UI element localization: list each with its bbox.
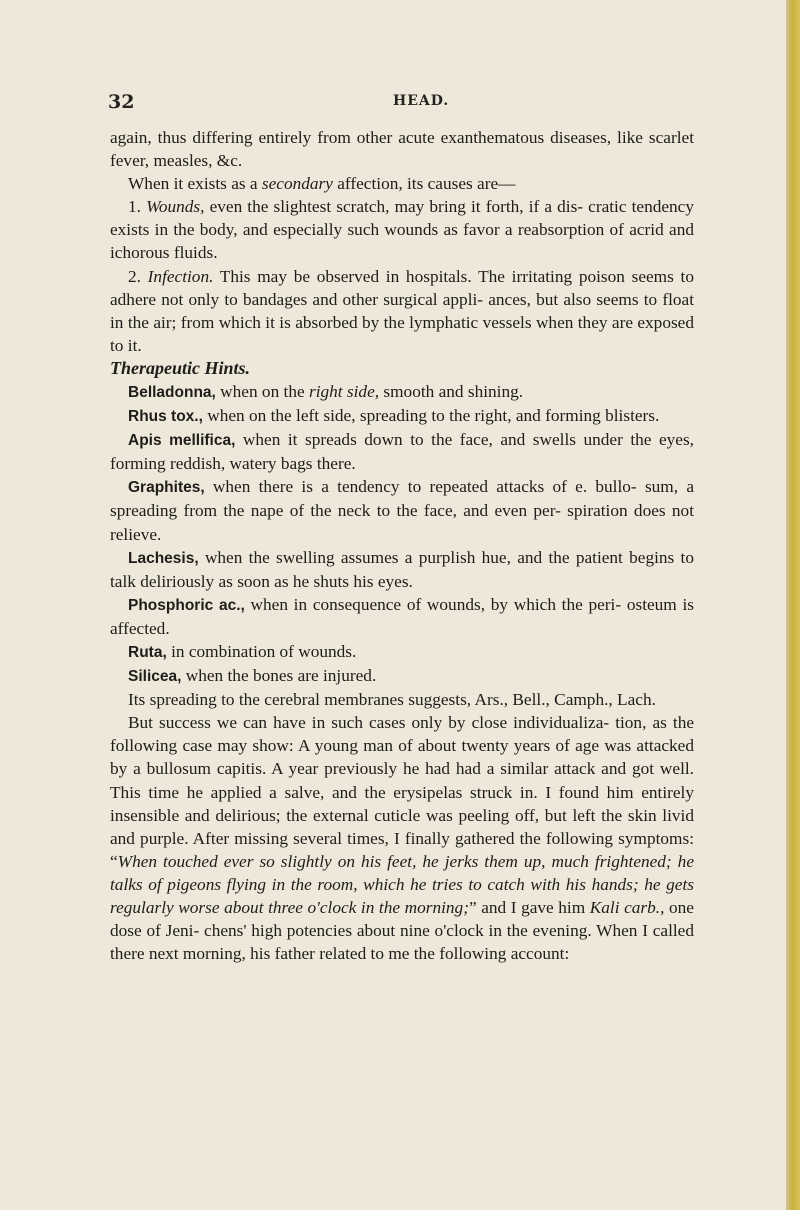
paragraph-text: When it exists as a (128, 174, 262, 194)
item-number: 1. (128, 197, 147, 217)
remedy-text: when on the (215, 381, 309, 401)
drug-name: Kali carb., (589, 898, 665, 917)
remedy-silicea (110, 664, 694, 688)
remedy-text: when there is a tendency to repeated attacks of e. bullo- sum, a spreading from the nape of the neck to the face, and even per- spiration does not relieve. (110, 477, 694, 544)
remedy-name: Lachesis, (128, 549, 199, 567)
remedy-name: Belladonna, (128, 383, 216, 401)
emphasis-text: secondary (261, 174, 333, 194)
quoted-symptoms: When touched ever so slightly on his feet, he jerks them up, much frightened; he talks of pigeons flying in the room, which he tries to catch with his hands; he gets regularly worse about three o'clock in the morning; (110, 851, 694, 917)
remedy-name: Phosphoric ac., (128, 596, 245, 614)
remedy-text: when the swelling assumes a purplish hue, and the patient begins to talk deliriously as soon as he shuts his eyes. (110, 547, 694, 591)
remedy-graphites (110, 475, 694, 545)
emphasis-text: Infection. (147, 266, 214, 286)
remedy-text: when on the left side, spreading to the right, and forming blisters. (202, 406, 660, 426)
remedy-name: Apis mellifica, (128, 432, 236, 450)
paragraph-text: Its spreading to the cerebral membranes suggests, Ars., Bell., Camph., Lach. (128, 690, 656, 710)
remedy-text: when it spreads down to the face, and swells under the eyes, forming reddish, watery bags there. (110, 430, 695, 474)
remedy-name: Rhus tox., (128, 408, 203, 426)
paragraph-infection (110, 265, 694, 357)
body-text (110, 126, 694, 965)
paragraph-text: affection, its causes are— (332, 174, 516, 194)
remedy-text: in combination of wounds. (166, 641, 357, 661)
remedy-phosphoric-acid (110, 593, 694, 640)
paragraph-text: one dose of Jeni- chens' high potencies about nine o'clock in the evening. When I called there next morning, his father related to me the following account: (110, 898, 694, 964)
remedy-text: when the bones are injured. (181, 666, 377, 686)
remedy-belladonna (110, 380, 694, 404)
remedy-name: Ruta, (128, 643, 167, 661)
remedy-apis (110, 428, 694, 475)
emphasis-text: Wounds, (146, 197, 205, 217)
remedy-name: Graphites, (128, 479, 205, 497)
paragraph-wounds (110, 195, 694, 264)
paragraph-text: This may be observed in hospitals. The irritating poison seems to adhere not only to bandages and other surgical appli- ances, but also seems to float in the air; from which it is absorbed by the lymphatic vessels when they are exposed to it. (110, 266, 694, 355)
emphasis-text: right side, (308, 381, 380, 401)
remedy-rhus-tox (110, 404, 694, 428)
paragraph-text: again, thus differing entirely from other acute exanthematous diseases, like scarlet fever, measles, &c. (110, 128, 694, 171)
paragraph-case (110, 711, 694, 965)
remedy-text: smooth and shining. (379, 381, 524, 401)
section-title: Therapeutic Hints. (110, 357, 251, 378)
remedy-ruta (110, 640, 694, 664)
page-edge (786, 0, 800, 1210)
remedy-text: when in consequence of wounds, by which the peri- osteum is affected. (110, 594, 694, 638)
item-number: 2. (128, 266, 148, 286)
page-number: 32 (108, 91, 135, 113)
running-head: HEAD. (393, 93, 450, 109)
paragraph-spreading (110, 688, 694, 711)
remedy-name: Silicea, (128, 668, 182, 686)
paragraph-text: But success we can have in such cases only by close individualiza- tion, as the following case may show: A young man of about twenty years of age was attacked by a bullosum capitis. A year previously he had had a similar attack and got well. This time he applied a salve, and the erysipelas struck in. I found him entirely insensible and delirious; the external cuticle was peeling off, but left the skin livid and purple. After missing several times, I finally gathered the following symptoms: “ (110, 713, 694, 871)
paragraph-intro (110, 126, 694, 172)
page-header (108, 91, 708, 115)
paragraph-text: even the slightest scratch, may bring it forth, if a dis- cratic tendency exists in the body, and especially such wounds as favor a reabsorption of acrid and ichorous fluids. (110, 197, 694, 263)
remedy-lachesis (110, 546, 694, 593)
paragraph-text: ” and I gave him (468, 898, 590, 917)
paragraph-secondary (110, 172, 694, 195)
